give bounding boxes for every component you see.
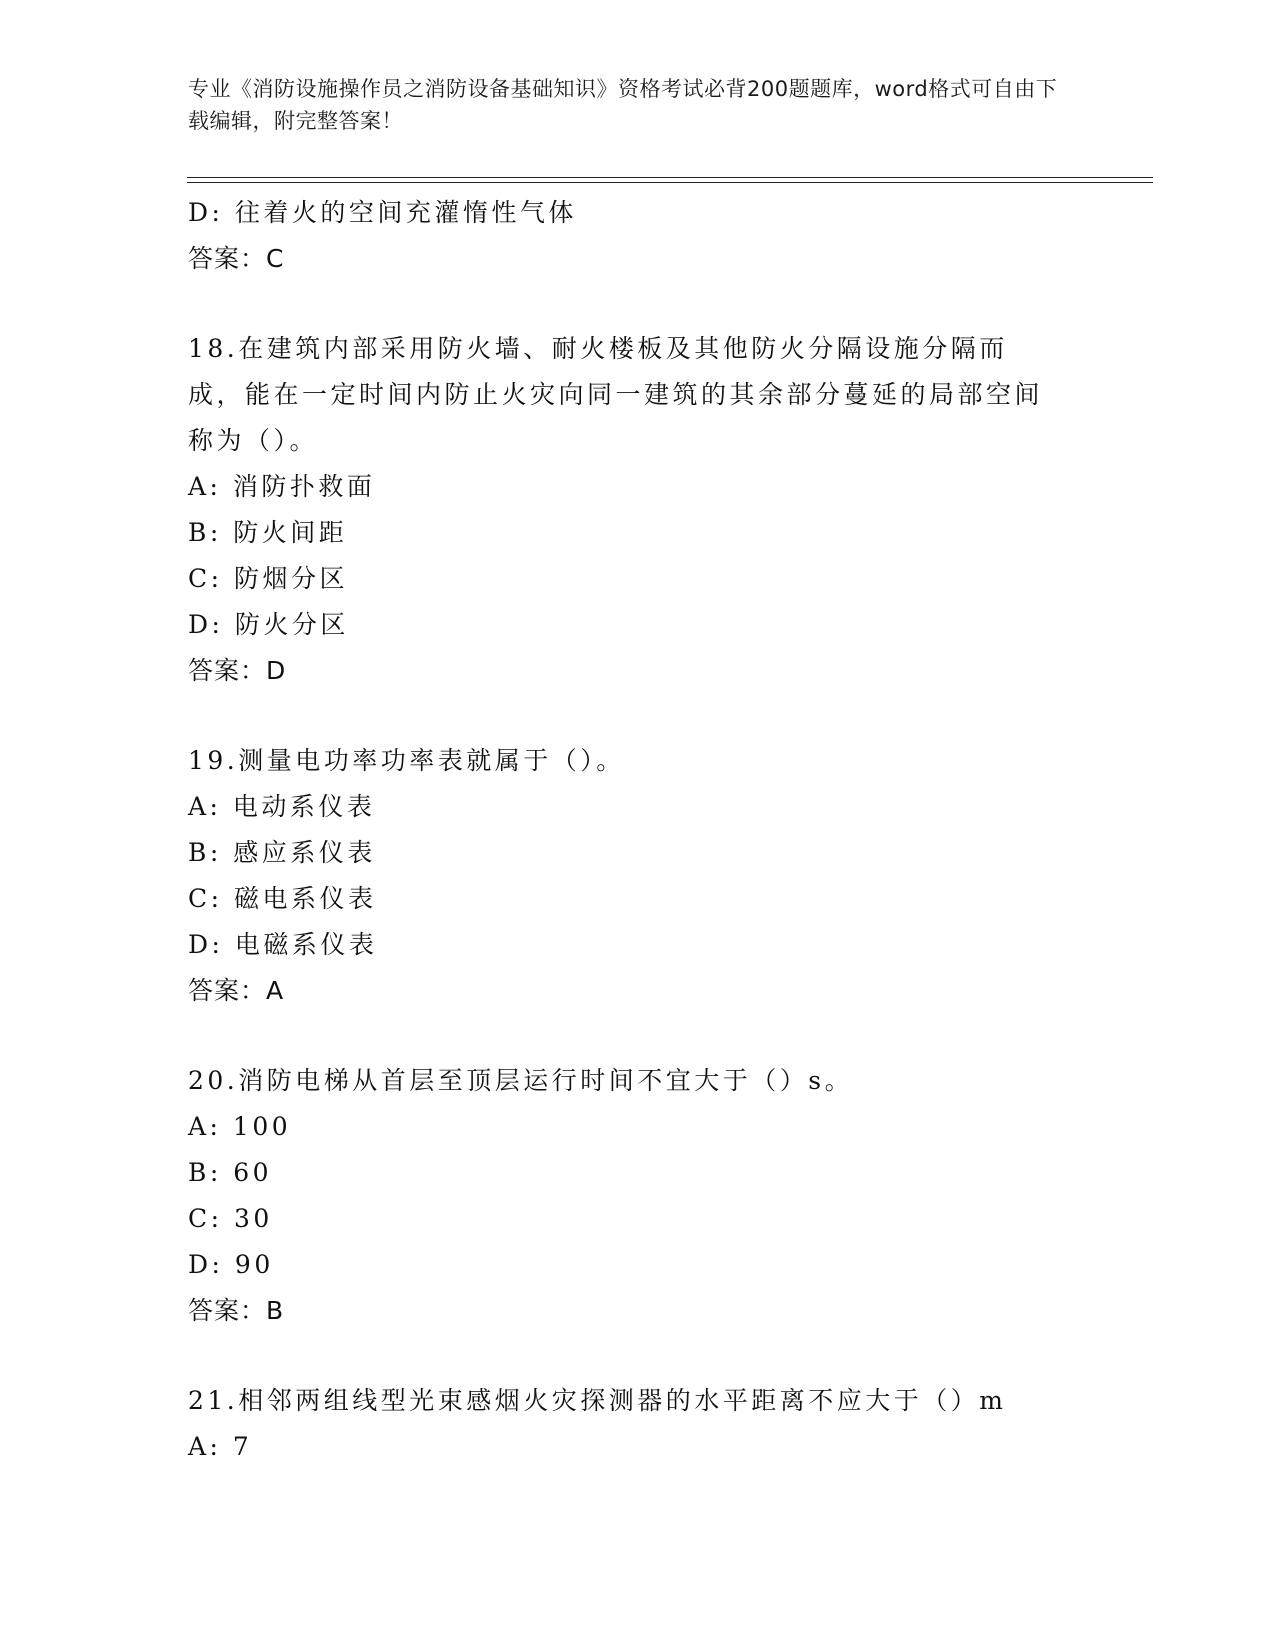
option-d: D: 90 xyxy=(188,1250,274,1279)
option-a: A: 100 xyxy=(188,1112,292,1141)
spacer xyxy=(188,694,1068,738)
answer: 答案：C xyxy=(188,244,285,273)
option-d: D: 往着火的空间充灌惰性气体 xyxy=(188,198,577,227)
question-text: 18.在建筑内部采用防火墙、耐火楼板及其他防火分隔设施分隔而成，能在一定时间内防止火灾向同一建筑的其余部分蔓延的局部空间称为（）。 xyxy=(188,334,1044,455)
option-c: C: 30 xyxy=(188,1204,273,1233)
answer: 答案：B xyxy=(188,1296,285,1325)
option-b: B: 60 xyxy=(188,1158,273,1187)
question-text: 19.测量电功率功率表就属于（）。 xyxy=(188,746,625,775)
spacer xyxy=(188,282,1068,326)
question-20 xyxy=(188,1058,1068,1334)
spacer xyxy=(188,1334,1068,1378)
option-b: B: 防火间距 xyxy=(188,518,348,547)
option-a: A: 7 xyxy=(188,1432,253,1461)
option-d: D: 电磁系仪表 xyxy=(188,930,378,959)
question-18 xyxy=(188,326,1068,694)
header-rule-bottom xyxy=(187,182,1153,183)
option-b: B: 感应系仪表 xyxy=(188,838,376,867)
question-19 xyxy=(188,738,1068,1014)
question-text: 21.相邻两组线型光束感烟火灾探测器的水平距离不应大于（）m xyxy=(188,1386,1007,1415)
option-a: A: 电动系仪表 xyxy=(188,792,376,821)
question-text: 20.消防电梯从首层至顶层运行时间不宜大于（）s。 xyxy=(188,1066,854,1095)
option-c: C: 磁电系仪表 xyxy=(188,884,377,913)
option-a: A: 消防扑救面 xyxy=(188,472,376,501)
question-content xyxy=(188,190,1068,1470)
option-d: D: 防火分区 xyxy=(188,610,349,639)
answer: 答案：D xyxy=(188,656,287,685)
answer: 答案：A xyxy=(188,976,285,1005)
option-c: C: 防烟分区 xyxy=(188,564,348,593)
spacer xyxy=(188,1014,1068,1058)
question-21 xyxy=(188,1378,1068,1470)
document-header: 专业《消防设施操作员之消防设备基础知识》资格考试必背200题题库，word格式可自由下载编辑，附完整答案！ xyxy=(188,77,1058,133)
header-rule-top xyxy=(187,177,1153,178)
